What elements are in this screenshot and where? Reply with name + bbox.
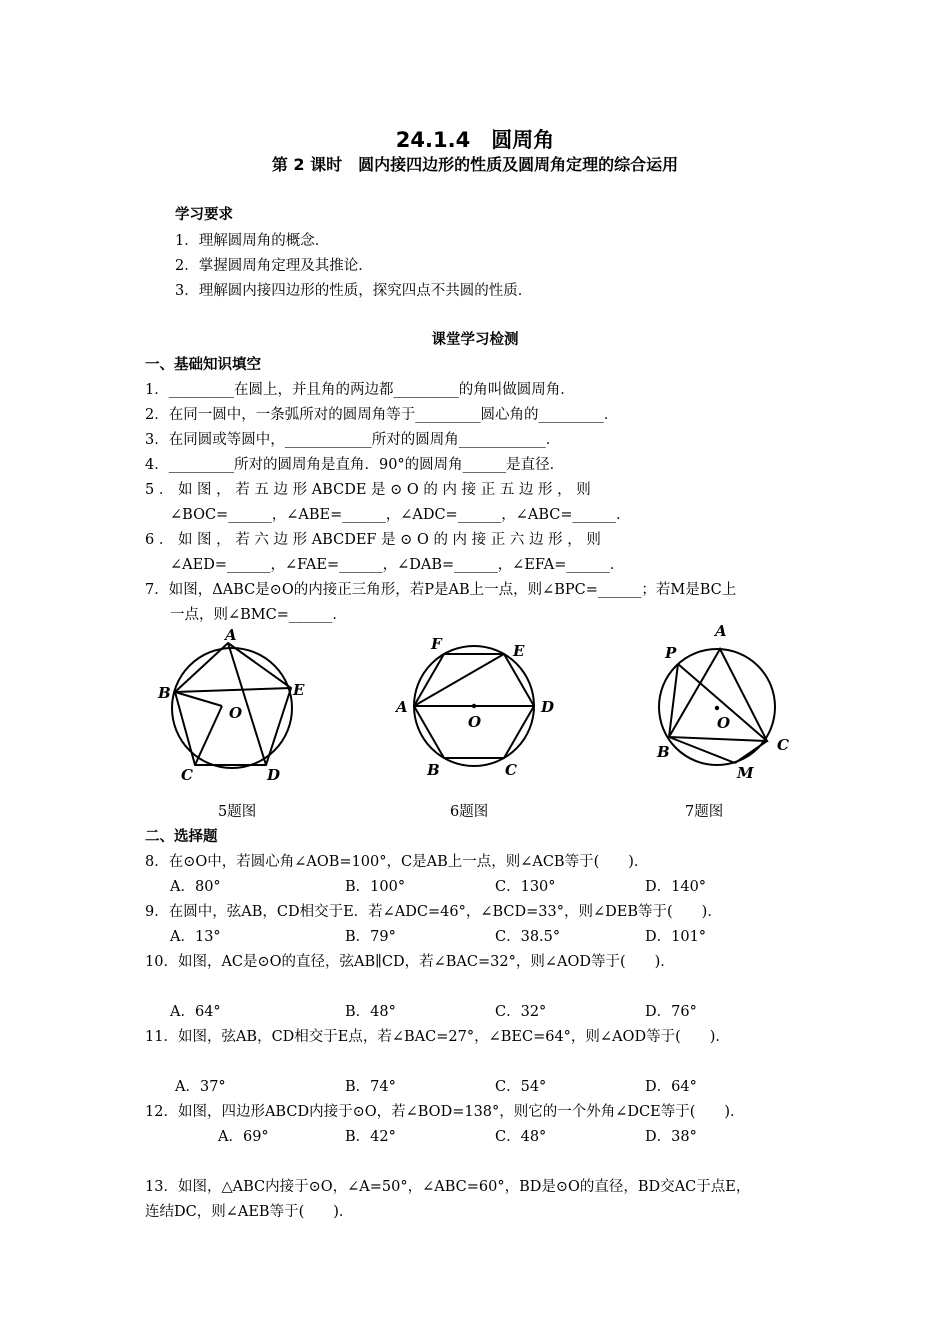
q11-option-c: C．54° bbox=[495, 1079, 547, 1095]
fig7-label-M: M bbox=[737, 764, 754, 782]
q11-option-d: D．64° bbox=[645, 1079, 697, 1095]
question-7-line2: 一点，则∠BMC=______． bbox=[170, 607, 347, 623]
fig7-label-O: O bbox=[717, 714, 731, 732]
figure-5-pentagon bbox=[155, 625, 315, 785]
fig5-label-D: D bbox=[267, 766, 281, 784]
part2-heading: 二、选择题 bbox=[145, 829, 218, 845]
figure-5-caption: 5题图 bbox=[218, 804, 257, 820]
fig5-label-B: B bbox=[158, 684, 171, 702]
requirement-item: 1．理解圆周角的概念． bbox=[175, 233, 330, 249]
q9-option-d: D．101° bbox=[645, 929, 707, 945]
fig6-label-D: D bbox=[541, 698, 555, 716]
page-title: 24.1.4 圆周角 bbox=[395, 128, 555, 152]
q11-option-a: A．37° bbox=[175, 1079, 226, 1095]
q8-option-d: D．140° bbox=[645, 879, 707, 895]
q12-option-a: A．69° bbox=[218, 1129, 269, 1145]
q9-option-b: B．79° bbox=[345, 929, 396, 945]
q11-option-b: B．74° bbox=[345, 1079, 396, 1095]
fig6-label-O: O bbox=[468, 713, 482, 731]
q9-option-c: C．38.5° bbox=[495, 929, 561, 945]
question-4: 4．_________所对的圆周角是直角．90°的圆周角______是直径． bbox=[145, 457, 565, 473]
question-13-line1: 13．如图，△ABC内接于⊙O，∠A=50°，∠ABC=60°，BD是⊙O的直径，BD交AC于点E， bbox=[145, 1179, 751, 1195]
question-9: 9．在圆中，弦AB，CD相交于E．若∠ADC=46°，∠BCD=33°，则∠DEB等于( )． bbox=[145, 904, 722, 920]
fig5-label-A: A bbox=[225, 626, 237, 644]
question-7-line1: 7．如图，ΔABC是⊙O的内接正三角形，若P是AB上一点，则∠BPC=______；若M是BC上 bbox=[145, 582, 737, 598]
fig6-label-A: A bbox=[396, 698, 408, 716]
question-3: 3．在同圆或等圆中，____________所对的圆周角____________． bbox=[145, 432, 561, 448]
q10-option-b: B．48° bbox=[345, 1004, 396, 1020]
figure-6-hexagon bbox=[395, 630, 555, 785]
question-2: 2．在同一圆中，一条弧所对的圆周角等于_________圆心角的_________． bbox=[145, 407, 619, 423]
requirement-item: 3．理解圆内接四边形的性质，探究四点不共圆的性质． bbox=[175, 283, 533, 299]
fig7-label-P: P bbox=[665, 644, 677, 662]
q8-option-a: A．80° bbox=[170, 879, 221, 895]
q9-option-a: A．13° bbox=[170, 929, 221, 945]
part1-heading: 一、基础知识填空 bbox=[145, 357, 261, 373]
fig6-label-E: E bbox=[513, 642, 525, 660]
q12-option-d: D．38° bbox=[645, 1129, 697, 1145]
question-6-line2: ∠AED=______，∠FAE=______，∠DAB=______，∠EFA=______． bbox=[170, 557, 625, 573]
figure-7-triangle bbox=[645, 620, 800, 785]
fig7-label-B: B bbox=[657, 743, 670, 761]
question-6-line1: 6 ． 如 图 ， 若 六 边 形 ABCDEF 是 ⊙ O 的 内 接 正 六 边 形 ， 则 bbox=[145, 532, 601, 548]
page-subtitle: 第 2 课时 圆内接四边形的性质及圆周角定理的综合运用 bbox=[271, 155, 679, 174]
fig5-label-E: E bbox=[293, 681, 305, 699]
figure-6-caption: 6题图 bbox=[450, 804, 489, 820]
question-11: 11．如图，弦AB，CD相交于E点，若∠BAC=27°，∠BEC=64°，则∠AOD等于( )． bbox=[145, 1029, 730, 1045]
fig6-label-F: F bbox=[431, 635, 442, 653]
q8-option-b: B．100° bbox=[345, 879, 406, 895]
fig7-label-C: C bbox=[777, 736, 789, 754]
question-5-line1: 5 ． 如 图 ， 若 五 边 形 ABCDE 是 ⊙ O 的 内 接 正 五 边 形 ， 则 bbox=[145, 482, 591, 498]
q12-option-b: B．42° bbox=[345, 1129, 396, 1145]
q8-option-c: C．130° bbox=[495, 879, 556, 895]
q12-option-c: C．48° bbox=[495, 1129, 547, 1145]
question-12: 12．如图，四边形ABCD内接于⊙O，若∠BOD=138°，则它的一个外角∠DCE等于( )． bbox=[145, 1104, 745, 1120]
section-title: 课堂学习检测 bbox=[431, 332, 519, 348]
question-1: 1．_________在圆上，并且角的两边都_________的角叫做圆周角． bbox=[145, 382, 575, 398]
requirement-item: 2．掌握圆周角定理及其推论． bbox=[175, 258, 373, 274]
fig7-label-A: A bbox=[715, 622, 727, 640]
q10-option-d: D．76° bbox=[645, 1004, 697, 1020]
fig5-label-O: O bbox=[229, 704, 243, 722]
fig6-label-C: C bbox=[505, 761, 517, 779]
question-10: 10．如图，AC是⊙O的直径，弦AB∥CD，若∠BAC=32°，则∠AOD等于( )． bbox=[145, 954, 675, 970]
fig5-label-C: C bbox=[181, 766, 193, 784]
question-8: 8．在⊙O中，若圆心角∠AOB=100°，C是AB上一点，则∠ACB等于( )． bbox=[145, 854, 649, 870]
q10-option-c: C．32° bbox=[495, 1004, 547, 1020]
question-5-line2: ∠BOC=______，∠ABE=______，∠ADC=______，∠ABC=______． bbox=[170, 507, 631, 523]
question-13-line2: 连结DC，则∠AEB等于( )． bbox=[145, 1204, 354, 1220]
figure-7-caption: 7题图 bbox=[685, 804, 724, 820]
requirements-heading: 学习要求 bbox=[175, 207, 233, 223]
fig6-label-B: B bbox=[427, 761, 440, 779]
q10-option-a: A．64° bbox=[170, 1004, 221, 1020]
